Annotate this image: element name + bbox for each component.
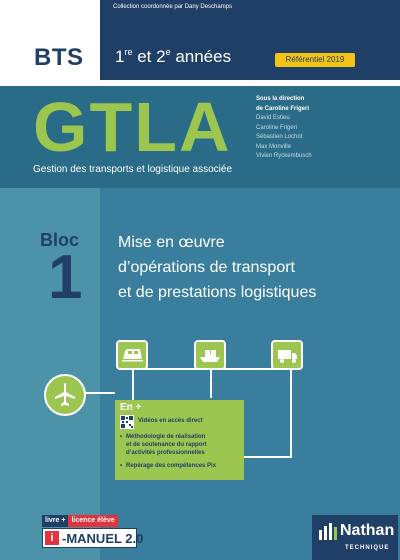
bloc-number: 1	[48, 243, 83, 312]
i-manuel-text: -MANUEL 2.0	[62, 531, 144, 546]
airplane-icon	[44, 374, 86, 416]
licence-label: licence élève	[68, 515, 117, 527]
bullet-line: d’activités professionnelles	[126, 449, 205, 456]
author-name: Vivien Ryckembusch	[256, 153, 312, 159]
connector-line	[84, 392, 115, 394]
bullet-line: Repérage des compétences Pix	[126, 463, 217, 469]
cargo-ship-icon	[194, 340, 226, 370]
en-plus-title: En +	[120, 402, 142, 413]
nathan-bars-icon	[317, 521, 339, 541]
referentiel-badge: Référentiel 2019	[275, 53, 355, 67]
publisher-line: TECHNIQUE	[345, 545, 390, 551]
years-label: 1re et 2e années	[115, 47, 232, 66]
bloc-title	[118, 230, 388, 305]
author-name: Max Monville	[256, 143, 292, 150]
connector-line	[210, 368, 212, 398]
feature-bullet	[120, 434, 242, 457]
qr-code-icon	[120, 415, 134, 429]
direction-line-2: de Caroline Frigeri	[256, 105, 310, 112]
connector-line	[290, 368, 292, 458]
bullet-line: Méthodologie de réalisation	[126, 434, 206, 440]
collection-credit: Collection coordonnée par Dany Deschamps	[113, 4, 233, 10]
en-plus-box	[115, 400, 244, 480]
author-name: Caroline Frigeri	[256, 124, 298, 131]
bloc-label: Bloc	[40, 230, 80, 250]
book-title: GTLA	[33, 88, 232, 166]
livre-plus-badge	[42, 515, 118, 527]
video-access-label: Vidéos en accès direct	[138, 418, 203, 424]
bullet-glyph: •	[120, 434, 123, 440]
direction-line-1: Sous la direction	[256, 96, 305, 102]
author-name: David Estieu	[256, 115, 290, 121]
feature-bullet	[120, 463, 242, 471]
author-list	[256, 114, 312, 162]
bloc-title-line: d’opérations de transport	[118, 259, 295, 276]
publisher-logo	[312, 515, 398, 560]
bullet-line: et de soutenance du rapport	[126, 441, 207, 448]
i-manuel-logo	[42, 528, 144, 548]
connector-line	[244, 456, 292, 458]
bloc-title-line: Mise en œuvre	[118, 234, 225, 251]
bullet-glyph: •	[120, 463, 123, 469]
train-icon	[116, 340, 148, 370]
book-subtitle: Gestion des transports et logistique associée	[33, 164, 232, 175]
bloc-title-line: et de prestations logistiques	[118, 284, 317, 301]
level-label: BTS	[34, 44, 84, 71]
authors-block	[256, 95, 312, 162]
author-name: Sébastien Lochot	[256, 134, 303, 140]
i-manuel-mark: i	[45, 531, 59, 545]
publisher-name: Nathan	[340, 522, 395, 539]
truck-icon	[271, 340, 303, 370]
header-band	[100, 0, 400, 80]
livre-plus-label: livre +	[42, 515, 68, 527]
